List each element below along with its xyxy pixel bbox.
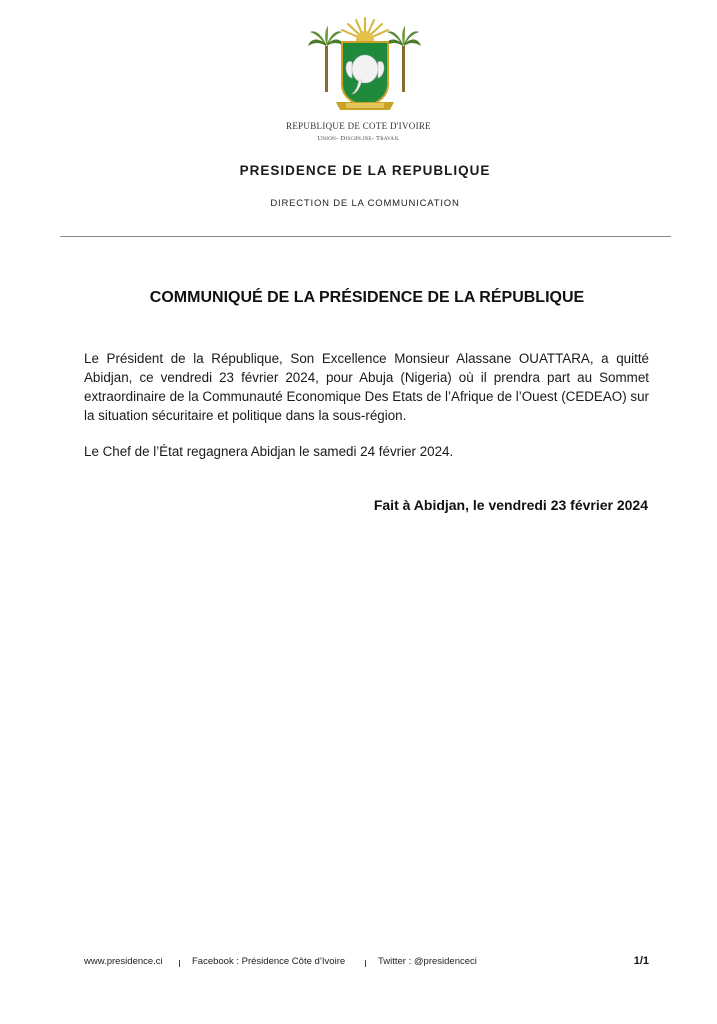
body-paragraph: Le Président de la République, Son Excellence Monsieur Alassane OUATTARA, a quitté Abidjan, ce vendredi 23 février 2024, pour Abuja (Nigeria) où il prendra part au Sommet extraordinaire de la Communauté Economique Des Etats de l’Afrique de l’Ouest (CEDEAO) sur la situation sécuritaire et politique dans la sous-région. [84, 351, 649, 423]
document-title: COMMUNIQUÉ DE LA PRÉSIDENCE DE LA RÉPUBLIQUE [149, 289, 585, 306]
country-name: REPUBLIQUE DE COTE D'IVOIRE [286, 121, 431, 131]
footer-website-link[interactable]: www.presidence.ci [84, 956, 163, 967]
footer-twitter-link[interactable]: Twitter : @presidenceci [378, 956, 477, 967]
footer-facebook-link[interactable]: Facebook : Présidence Côte d’Ivoire [192, 956, 346, 967]
page-footer [84, 956, 649, 972]
coat-of-arms-icon [306, 14, 424, 118]
office-heading: PRESIDENCE DE LA REPUBLIQUE [239, 163, 491, 178]
footer-separator [365, 960, 366, 967]
page-number: 1/1 [633, 955, 649, 967]
header-divider [60, 236, 671, 237]
body-paragraph: Le Chef de l’État regagnera Abidjan le samedi 24 février 2024. [84, 444, 454, 459]
signature-line: Fait à Abidjan, le vendredi 23 février 2024 [373, 497, 648, 513]
national-motto: Union- Discipline- Travail [317, 135, 400, 142]
department-heading: DIRECTION DE LA COMMUNICATION [270, 198, 460, 209]
footer-separator [179, 960, 180, 967]
